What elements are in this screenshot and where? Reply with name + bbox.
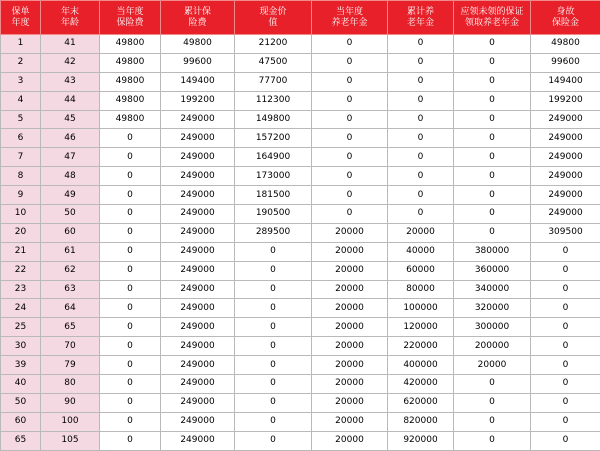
annual-premium-cell: 0 [100, 261, 161, 280]
cumulative-premium-cell: 249000 [161, 129, 235, 148]
cash-value-cell: 0 [235, 431, 312, 450]
cumulative-premium-cell: 249000 [161, 431, 235, 450]
age-cell: 46 [41, 129, 100, 148]
age-cell: 48 [41, 167, 100, 186]
policy-year-cell: 65 [1, 431, 41, 450]
policy-year-cell: 24 [1, 299, 41, 318]
cumulative-annuity-cell: 0 [388, 110, 454, 129]
policy-year-cell: 8 [1, 167, 41, 186]
age-cell: 62 [41, 261, 100, 280]
guaranteed-unpaid-annuity-cell: 0 [454, 110, 531, 129]
guaranteed-unpaid-annuity-cell: 0 [454, 53, 531, 72]
header-age-end-of-year: 年末 年龄 [41, 1, 100, 35]
cumulative-annuity-cell: 0 [388, 53, 454, 72]
cumulative-annuity-cell: 40000 [388, 242, 454, 261]
cumulative-premium-cell: 249000 [161, 186, 235, 205]
table-row [1, 223, 600, 242]
policy-year-cell: 6 [1, 129, 41, 148]
annual-annuity-cell: 0 [312, 167, 388, 186]
death-benefit-cell: 0 [531, 431, 600, 450]
annual-premium-cell: 49800 [100, 91, 161, 110]
age-cell: 80 [41, 375, 100, 394]
cumulative-premium-cell: 49800 [161, 35, 235, 54]
header-guaranteed-unpaid-annuity: 应领未领的保证 领取养老年金 [454, 1, 531, 35]
header-annual-premium: 当年度 保险费 [100, 1, 161, 35]
cash-value-cell: 0 [235, 280, 312, 299]
table-body [1, 35, 600, 451]
cash-value-cell: 157200 [235, 129, 312, 148]
policy-year-cell: 20 [1, 223, 41, 242]
cumulative-premium-cell: 249000 [161, 412, 235, 431]
guaranteed-unpaid-annuity-cell: 340000 [454, 280, 531, 299]
policy-year-cell: 9 [1, 186, 41, 205]
cash-value-cell: 0 [235, 318, 312, 337]
death-benefit-cell: 99600 [531, 53, 600, 72]
cumulative-annuity-cell: 20000 [388, 223, 454, 242]
annual-annuity-cell: 20000 [312, 431, 388, 450]
table-row [1, 110, 600, 129]
cumulative-premium-cell: 149400 [161, 72, 235, 91]
annual-annuity-cell: 0 [312, 129, 388, 148]
policy-year-cell: 1 [1, 35, 41, 54]
cash-value-cell: 21200 [235, 35, 312, 54]
annual-annuity-cell: 0 [312, 148, 388, 167]
table-row [1, 72, 600, 91]
guaranteed-unpaid-annuity-cell: 0 [454, 393, 531, 412]
cash-value-cell: 112300 [235, 91, 312, 110]
table-row [1, 53, 600, 72]
table-row [1, 261, 600, 280]
cash-value-cell: 0 [235, 393, 312, 412]
annual-premium-cell: 0 [100, 318, 161, 337]
cumulative-premium-cell: 99600 [161, 53, 235, 72]
policy-year-cell: 7 [1, 148, 41, 167]
cash-value-cell: 0 [235, 299, 312, 318]
guaranteed-unpaid-annuity-cell: 360000 [454, 261, 531, 280]
guaranteed-unpaid-annuity-cell: 20000 [454, 356, 531, 375]
guaranteed-unpaid-annuity-cell: 0 [454, 375, 531, 394]
cumulative-annuity-cell: 0 [388, 91, 454, 110]
age-cell: 70 [41, 337, 100, 356]
annual-premium-cell: 0 [100, 299, 161, 318]
death-benefit-cell: 249000 [531, 110, 600, 129]
age-cell: 47 [41, 148, 100, 167]
annual-premium-cell: 0 [100, 129, 161, 148]
policy-year-cell: 40 [1, 375, 41, 394]
guaranteed-unpaid-annuity-cell: 0 [454, 129, 531, 148]
header-death-benefit: 身故 保险金 [531, 1, 600, 35]
cash-value-cell: 77700 [235, 72, 312, 91]
annual-premium-cell: 0 [100, 280, 161, 299]
age-cell: 105 [41, 431, 100, 450]
table-row [1, 186, 600, 205]
cash-value-cell: 289500 [235, 223, 312, 242]
cash-value-cell: 0 [235, 261, 312, 280]
death-benefit-cell: 0 [531, 412, 600, 431]
death-benefit-cell: 0 [531, 242, 600, 261]
guaranteed-unpaid-annuity-cell: 0 [454, 91, 531, 110]
cumulative-premium-cell: 249000 [161, 318, 235, 337]
annual-annuity-cell: 20000 [312, 223, 388, 242]
annual-premium-cell: 0 [100, 167, 161, 186]
age-cell: 60 [41, 223, 100, 242]
cumulative-premium-cell: 249000 [161, 205, 235, 224]
guaranteed-unpaid-annuity-cell: 0 [454, 205, 531, 224]
table-row [1, 205, 600, 224]
guaranteed-unpaid-annuity-cell: 0 [454, 223, 531, 242]
header-policy-year: 保单 年度 [1, 1, 41, 35]
guaranteed-unpaid-annuity-cell: 0 [454, 148, 531, 167]
cumulative-premium-cell: 249000 [161, 261, 235, 280]
cumulative-annuity-cell: 120000 [388, 318, 454, 337]
death-benefit-cell: 249000 [531, 167, 600, 186]
death-benefit-cell: 0 [531, 318, 600, 337]
annual-annuity-cell: 0 [312, 35, 388, 54]
cumulative-premium-cell: 249000 [161, 356, 235, 375]
table-row [1, 356, 600, 375]
table-row [1, 167, 600, 186]
cumulative-annuity-cell: 60000 [388, 261, 454, 280]
guaranteed-unpaid-annuity-cell: 320000 [454, 299, 531, 318]
cumulative-premium-cell: 249000 [161, 148, 235, 167]
table-row [1, 431, 600, 450]
age-cell: 44 [41, 91, 100, 110]
policy-year-cell: 3 [1, 72, 41, 91]
cumulative-premium-cell: 249000 [161, 223, 235, 242]
death-benefit-cell: 249000 [531, 148, 600, 167]
death-benefit-cell: 249000 [531, 205, 600, 224]
death-benefit-cell: 0 [531, 356, 600, 375]
cash-value-cell: 149800 [235, 110, 312, 129]
death-benefit-cell: 309500 [531, 223, 600, 242]
age-cell: 100 [41, 412, 100, 431]
table-row [1, 35, 600, 54]
cumulative-annuity-cell: 220000 [388, 337, 454, 356]
death-benefit-cell: 0 [531, 375, 600, 394]
cumulative-annuity-cell: 0 [388, 129, 454, 148]
annual-annuity-cell: 0 [312, 72, 388, 91]
cumulative-annuity-cell: 80000 [388, 280, 454, 299]
table-row [1, 242, 600, 261]
annual-premium-cell: 0 [100, 356, 161, 375]
annual-annuity-cell: 20000 [312, 375, 388, 394]
cash-value-cell: 0 [235, 412, 312, 431]
cumulative-premium-cell: 249000 [161, 242, 235, 261]
cumulative-annuity-cell: 820000 [388, 412, 454, 431]
guaranteed-unpaid-annuity-cell: 300000 [454, 318, 531, 337]
cumulative-premium-cell: 249000 [161, 110, 235, 129]
cumulative-annuity-cell: 420000 [388, 375, 454, 394]
guaranteed-unpaid-annuity-cell: 0 [454, 35, 531, 54]
table-header [1, 1, 600, 35]
annual-premium-cell: 49800 [100, 72, 161, 91]
death-benefit-cell: 0 [531, 299, 600, 318]
age-cell: 79 [41, 356, 100, 375]
annual-premium-cell: 0 [100, 337, 161, 356]
annual-annuity-cell: 0 [312, 110, 388, 129]
annual-premium-cell: 49800 [100, 35, 161, 54]
cumulative-premium-cell: 249000 [161, 167, 235, 186]
annual-annuity-cell: 0 [312, 53, 388, 72]
age-cell: 42 [41, 53, 100, 72]
header-cash-value: 现金价 值 [235, 1, 312, 35]
annual-premium-cell: 49800 [100, 110, 161, 129]
guaranteed-unpaid-annuity-cell: 0 [454, 412, 531, 431]
cumulative-annuity-cell: 400000 [388, 356, 454, 375]
policy-year-cell: 39 [1, 356, 41, 375]
annual-annuity-cell: 20000 [312, 242, 388, 261]
cumulative-premium-cell: 249000 [161, 299, 235, 318]
cumulative-annuity-cell: 0 [388, 72, 454, 91]
policy-year-cell: 21 [1, 242, 41, 261]
age-cell: 90 [41, 393, 100, 412]
policy-year-cell: 50 [1, 393, 41, 412]
cumulative-annuity-cell: 920000 [388, 431, 454, 450]
cumulative-premium-cell: 249000 [161, 280, 235, 299]
death-benefit-cell: 249000 [531, 129, 600, 148]
annual-annuity-cell: 0 [312, 205, 388, 224]
annual-annuity-cell: 20000 [312, 393, 388, 412]
header-cumulative-annuity: 累计养 老年金 [388, 1, 454, 35]
annual-premium-cell: 0 [100, 412, 161, 431]
policy-year-cell: 25 [1, 318, 41, 337]
cash-value-cell: 173000 [235, 167, 312, 186]
cumulative-premium-cell: 249000 [161, 337, 235, 356]
annual-premium-cell: 0 [100, 431, 161, 450]
cumulative-annuity-cell: 0 [388, 35, 454, 54]
age-cell: 50 [41, 205, 100, 224]
annual-annuity-cell: 20000 [312, 412, 388, 431]
table-row [1, 318, 600, 337]
death-benefit-cell: 149400 [531, 72, 600, 91]
death-benefit-cell: 0 [531, 393, 600, 412]
guaranteed-unpaid-annuity-cell: 0 [454, 186, 531, 205]
annual-premium-cell: 0 [100, 148, 161, 167]
header-cumulative-premium: 累计保 险费 [161, 1, 235, 35]
cash-value-cell: 190500 [235, 205, 312, 224]
cumulative-premium-cell: 199200 [161, 91, 235, 110]
cash-value-cell: 164900 [235, 148, 312, 167]
cash-value-cell: 0 [235, 337, 312, 356]
policy-year-cell: 23 [1, 280, 41, 299]
guaranteed-unpaid-annuity-cell: 0 [454, 431, 531, 450]
death-benefit-cell: 0 [531, 261, 600, 280]
age-cell: 49 [41, 186, 100, 205]
annual-annuity-cell: 20000 [312, 318, 388, 337]
policy-year-cell: 5 [1, 110, 41, 129]
cumulative-annuity-cell: 620000 [388, 393, 454, 412]
guaranteed-unpaid-annuity-cell: 380000 [454, 242, 531, 261]
age-cell: 43 [41, 72, 100, 91]
annual-premium-cell: 0 [100, 242, 161, 261]
death-benefit-cell: 249000 [531, 186, 600, 205]
annual-premium-cell: 0 [100, 223, 161, 242]
table-row [1, 393, 600, 412]
annual-premium-cell: 49800 [100, 53, 161, 72]
policy-year-cell: 30 [1, 337, 41, 356]
cumulative-premium-cell: 249000 [161, 393, 235, 412]
policy-year-cell: 22 [1, 261, 41, 280]
annual-annuity-cell: 20000 [312, 356, 388, 375]
policy-year-cell: 60 [1, 412, 41, 431]
guaranteed-unpaid-annuity-cell: 0 [454, 167, 531, 186]
age-cell: 65 [41, 318, 100, 337]
death-benefit-cell: 0 [531, 337, 600, 356]
age-cell: 64 [41, 299, 100, 318]
header-row [1, 1, 600, 35]
guaranteed-unpaid-annuity-cell: 200000 [454, 337, 531, 356]
table-row [1, 375, 600, 394]
cumulative-annuity-cell: 0 [388, 186, 454, 205]
age-cell: 45 [41, 110, 100, 129]
annual-annuity-cell: 20000 [312, 337, 388, 356]
policy-year-cell: 2 [1, 53, 41, 72]
cash-value-cell: 0 [235, 356, 312, 375]
annual-premium-cell: 0 [100, 186, 161, 205]
cash-value-cell: 0 [235, 242, 312, 261]
table-row [1, 299, 600, 318]
cumulative-annuity-cell: 0 [388, 205, 454, 224]
death-benefit-cell: 49800 [531, 35, 600, 54]
table-row [1, 280, 600, 299]
policy-year-cell: 10 [1, 205, 41, 224]
table-row [1, 129, 600, 148]
cash-value-cell: 47500 [235, 53, 312, 72]
table-row [1, 148, 600, 167]
cumulative-annuity-cell: 0 [388, 148, 454, 167]
annual-annuity-cell: 20000 [312, 261, 388, 280]
age-cell: 61 [41, 242, 100, 261]
age-cell: 63 [41, 280, 100, 299]
table-row [1, 91, 600, 110]
death-benefit-cell: 199200 [531, 91, 600, 110]
header-annual-annuity: 当年度 养老年金 [312, 1, 388, 35]
death-benefit-cell: 0 [531, 280, 600, 299]
table-row [1, 412, 600, 431]
annual-premium-cell: 0 [100, 205, 161, 224]
age-cell: 41 [41, 35, 100, 54]
cash-value-cell: 181500 [235, 186, 312, 205]
guaranteed-unpaid-annuity-cell: 0 [454, 72, 531, 91]
annual-annuity-cell: 20000 [312, 280, 388, 299]
annual-annuity-cell: 0 [312, 186, 388, 205]
cumulative-annuity-cell: 100000 [388, 299, 454, 318]
policy-year-cell: 4 [1, 91, 41, 110]
cash-value-cell: 0 [235, 375, 312, 394]
annual-premium-cell: 0 [100, 375, 161, 394]
annual-premium-cell: 0 [100, 393, 161, 412]
table-row [1, 337, 600, 356]
cumulative-premium-cell: 249000 [161, 375, 235, 394]
annual-annuity-cell: 20000 [312, 299, 388, 318]
annual-annuity-cell: 0 [312, 91, 388, 110]
cumulative-annuity-cell: 0 [388, 167, 454, 186]
